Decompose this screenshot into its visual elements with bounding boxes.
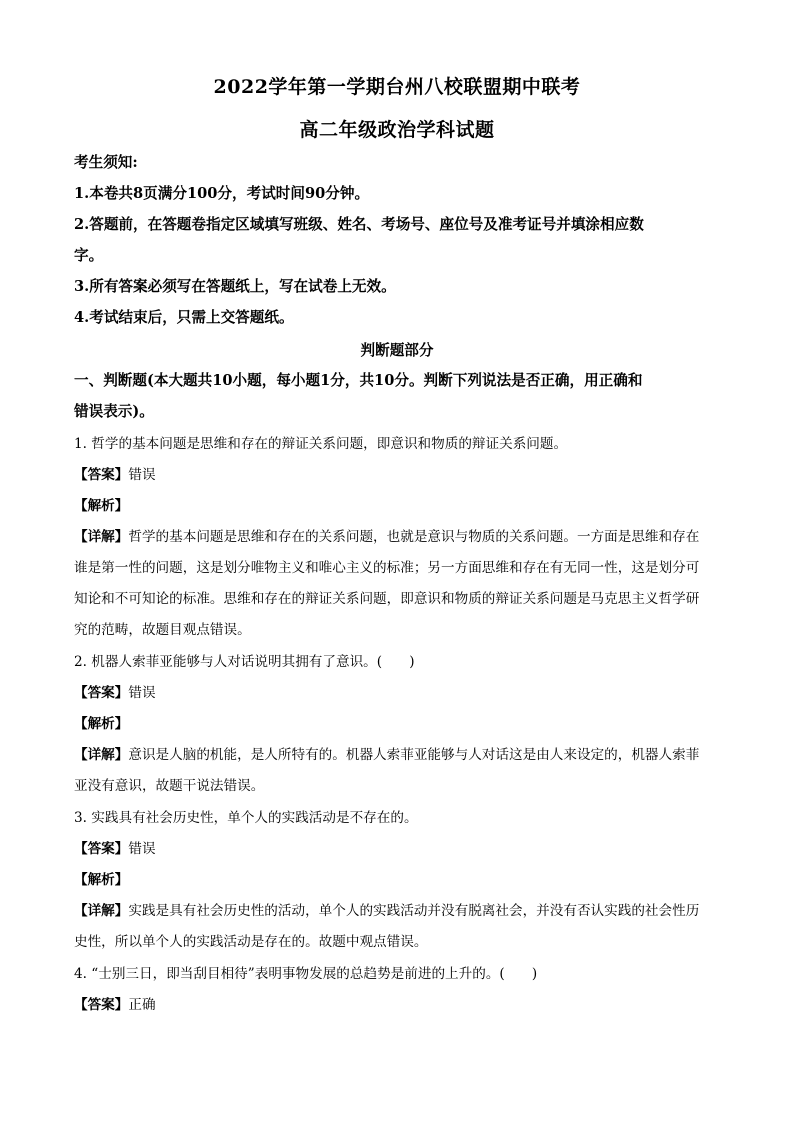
exam-title: 2022学年第一学期台州八校联盟期中联考 [213,76,581,98]
answer-row [74,681,724,701]
section-title: 判断题部分 [360,342,434,359]
detail-line: 【详解】实践是具有社会历史性的活动，单个人的实践活动并没有脱离社会，并没有否认实践的社会性历 [74,903,700,919]
answer-label: 【答案】 [74,685,129,701]
detail-label: 【详解】 [74,747,129,763]
notice-item: 3.所有答案必须写在答题纸上，写在试卷上无效。 [74,278,396,295]
notice-item: 字。 [74,247,104,264]
answer-value: 错误 [128,685,156,701]
analysis-label: 【解析】 [74,872,129,888]
notice-item: 2.答题前，在答题卷指定区域填写班级、姓名、考场号、座位号及准考证号并填涂相应数 [74,216,644,233]
exam-subtitle: 高二年级政治学科试题 [299,119,495,141]
detail-line: 【详解】意识是人脑的机能，是人所特有的。机器人索菲亚能够与人对话这是由人来设定的，机器人索菲 [74,747,700,763]
answer-label: 【答案】 [74,997,129,1013]
answer-label: 【答案】 [74,841,129,857]
question-stem: 4. “士别三日，即当刮目相待”表明事物发展的总趋势是前进的上升的。( ) [74,966,538,982]
detail-line: 【详解】哲学的基本问题是思维和存在的关系问题，也就是意识与物质的关系问题。一方面是思维和存在 [74,529,700,545]
detail-label: 【详解】 [74,529,129,545]
detail-line: 谁是第一性的问题，这是划分唯物主义和唯心主义的标准；另一方面思维和存在有无同一性，这是划分可 [74,560,700,576]
question-stem: 1. 哲学的基本问题是思维和存在的辩证关系问题，即意识和物质的辩证关系问题。 [74,436,568,452]
answer-label: 【答案】 [74,467,129,483]
answer-row [74,837,724,857]
answer-value: 正确 [128,997,156,1013]
notice-item: 4.考试结束后，只需上交答题纸。 [74,309,294,326]
section-heading: 一、判断题(本大题共10小题，每小题1分，共10分。判断下列说法是否正确，用正确和 [74,372,643,389]
detail-line: 知论和不可知论的标准。思维和存在的辩证关系问题，即意识和物质的辩证关系问题是马克思主义哲学研 [74,591,700,607]
notice-heading: 考生须知: [74,154,138,171]
question-stem: 2. 机器人索菲亚能够与人对话说明其拥有了意识。( ) [74,654,415,670]
answer-value: 错误 [128,841,156,857]
detail-line: 史性，所以单个人的实践活动是存在的。故题中观点错误。 [74,934,428,950]
detail-label: 【详解】 [74,903,129,919]
answer-row [74,463,724,483]
answer-value: 错误 [128,467,156,483]
analysis-label: 【解析】 [74,716,129,732]
section-heading: 错误表示)。 [74,403,154,420]
question-stem: 3. 实践具有社会历史性，单个人的实践活动是不存在的。 [74,810,418,826]
answer-row [74,993,724,1013]
notice-item: 1.本卷共8页满分100分，考试时间90分钟。 [74,185,370,202]
detail-line: 究的范畴，故题目观点错误。 [74,622,251,638]
analysis-label: 【解析】 [74,498,129,514]
detail-line: 亚没有意识，故题干说法错误。 [74,778,265,794]
